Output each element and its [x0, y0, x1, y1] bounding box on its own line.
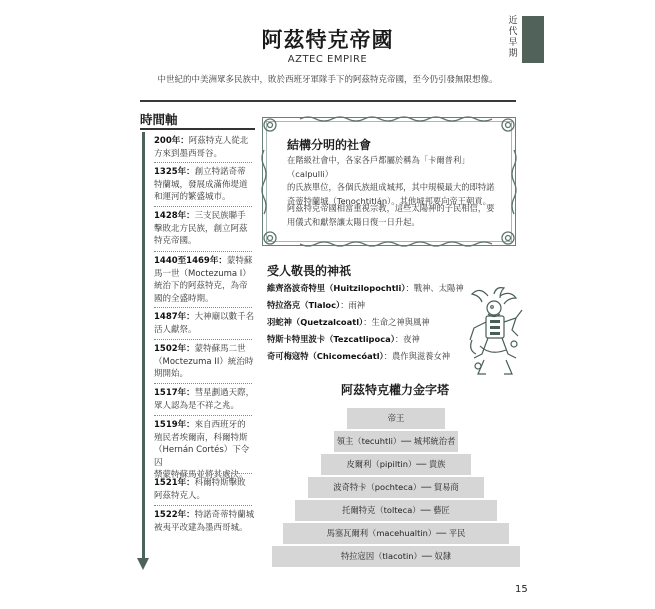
- event-text: 活人獻祭。: [154, 324, 197, 335]
- god-name: 特拉洛克（Tlaloc）: [267, 300, 341, 310]
- main-title: 阿茲特克帝國: [261, 28, 394, 52]
- event-text: 彗星劃過天際，: [194, 388, 255, 398]
- chapter-side-tab: [522, 16, 544, 63]
- event-year: 200年：: [154, 136, 189, 146]
- event-text: 擊敗北方民族，創立阿茲: [154, 223, 248, 234]
- god-name: 奇可梅寇特（Chicomecóatl）: [267, 351, 384, 361]
- timeline-event: [154, 343, 256, 381]
- pyramid-layer-merchants: 波奇特卡（pochteca）── 貿易商: [308, 477, 484, 498]
- side-char: 期: [508, 49, 518, 59]
- event-year: 1428年：: [154, 211, 195, 221]
- event-text: 馬一世（Moctezuma I）: [154, 268, 251, 279]
- top-divider: [140, 100, 516, 102]
- event-year: 1440至1469年：: [154, 256, 227, 266]
- society-line: 阿茲特克帝國相當重視宗教，這些太陽神的子民相信，要: [287, 203, 495, 213]
- event-text: 期開始。: [154, 369, 189, 379]
- event-text: 被夷平改建為墨西哥城。: [154, 522, 248, 533]
- pyramid-layer-nobles: 皮爾利（pipiltin）── 貴族: [321, 454, 471, 475]
- god-name: 維齊洛波奇特里（Huitzilopochtli）: [267, 283, 406, 293]
- event-text: 方來到墨西哥谷。: [154, 148, 223, 159]
- event-text: 大神廟以數千名: [194, 312, 255, 322]
- event-text: 阿茲特克人從北: [188, 136, 249, 146]
- event-year: 1522年：: [154, 510, 195, 520]
- event-text: 阿茲特克人。: [154, 490, 206, 501]
- timeline-separator: [154, 162, 252, 163]
- pyramid-layer-commoners: 馬塞瓦爾利（macehualtin）── 平民: [283, 523, 509, 544]
- pyramid-layer-artisans: 托爾特克（tolteca）── 藝匠: [295, 500, 497, 521]
- gods-title: 受人敬畏的神祇: [267, 264, 352, 278]
- timeline-event: [154, 477, 256, 502]
- timeline-separator: [154, 505, 252, 506]
- event-year: 1325年：: [154, 167, 195, 177]
- event-text: （Hernán Cortés）下令囚: [154, 445, 250, 468]
- god-item: [267, 299, 365, 311]
- society-line: 的氏族單位，各個氏族組成城邦，其中規模最大的即特諾: [287, 182, 495, 192]
- society-title: 結構分明的社會: [287, 138, 372, 152]
- god-item: [267, 350, 450, 362]
- god-desc: ：生命之神與風神: [363, 317, 430, 327]
- god-item: [267, 333, 420, 345]
- event-text: 殖民者埃爾南，科爾特斯: [154, 432, 248, 443]
- god-name: 羽蛇神（Quetzalcoatl）: [267, 317, 364, 327]
- event-text: 禁蒙特蘇馬並將其處決。: [154, 470, 248, 480]
- side-char: 代: [508, 27, 518, 37]
- pyramid-layer-slaves: 特拉寇因（tlacotin）── 奴隸: [272, 546, 520, 567]
- event-text: 蒙特蘇: [226, 256, 253, 266]
- event-text: （Moctezuma II）統治時: [154, 356, 254, 367]
- timeline-separator: [154, 383, 252, 384]
- pyramid-title: 阿茲特克權力金字塔: [340, 383, 449, 397]
- event-text: 科爾特斯擊敗: [194, 478, 246, 488]
- society-paragraph-2: [287, 202, 505, 229]
- event-text: 蒙特蘇馬二世: [194, 344, 246, 354]
- event-text: 統治下的阿茲特克，為帝: [154, 281, 248, 291]
- aztec-deity-illustration-icon: [466, 286, 526, 378]
- timeline-event: [154, 311, 256, 336]
- event-year: 1487年：: [154, 312, 195, 322]
- intro-text: 中世紀的中美洲眾多民族中，敗於西班牙軍隊手下的阿茲特克帝國，至今仍引發無限想像。: [157, 75, 498, 85]
- event-text: 特蘭城，發展成滿佈堤道: [154, 179, 248, 190]
- event-text: 特克帝國。: [154, 236, 197, 246]
- event-text: 特諾奇蒂特蘭城: [194, 510, 255, 520]
- society-line: 奇蒂特蘭城（Tenochtitlán）。其他城邦要向帝王朝貢。: [287, 195, 491, 206]
- timeline-event: [154, 509, 256, 534]
- timeline-event: [154, 166, 256, 204]
- pyramid-layer-lords: 領主（tecuhtli）── 城邦統治者: [334, 431, 458, 452]
- event-text: 國的全盛時期。: [154, 293, 214, 304]
- timeline-event: [154, 135, 256, 160]
- side-char: 近: [508, 16, 518, 26]
- timeline-separator: [154, 251, 252, 252]
- event-year: 1502年：: [154, 344, 195, 354]
- event-year: 1517年：: [154, 388, 195, 398]
- timeline-event: [154, 210, 256, 248]
- god-item: [267, 316, 430, 328]
- side-char: 早: [508, 38, 518, 48]
- subtitle: AZTEC EMPIRE: [287, 54, 368, 65]
- god-item: [267, 282, 464, 294]
- event-text: 來自西班牙的: [194, 420, 246, 430]
- god-desc: ：雨神: [340, 300, 366, 310]
- event-text: 三支民族聯手: [194, 211, 246, 221]
- timeline-title-rule: [140, 128, 255, 130]
- event-year: 1519年：: [154, 420, 195, 430]
- timeline-separator: [154, 473, 252, 474]
- timeline-line: [142, 132, 145, 560]
- timeline-title: 時間軸: [140, 112, 178, 127]
- page-number: 15: [515, 584, 528, 595]
- event-year: 1521年：: [154, 478, 195, 488]
- event-text: 創立特諾奇蒂: [194, 167, 246, 177]
- timeline-separator: [154, 415, 252, 416]
- timeline-separator: [154, 307, 252, 308]
- chapter-side-label: [506, 16, 520, 60]
- timeline-event: [154, 255, 256, 305]
- timeline-separator: [154, 339, 252, 340]
- society-paragraph-1: [287, 154, 505, 208]
- god-desc: ：戰神、太陽神: [405, 283, 464, 293]
- timeline-event: [154, 387, 256, 412]
- god-name: 特斯卡特里波卡（Tezcatlipoca）: [267, 334, 395, 344]
- society-line: 用儀式和獻祭讓太陽日復一日升起。: [287, 216, 420, 227]
- god-desc: ：夜神: [394, 334, 420, 344]
- god-desc: ：農作與滋養女神: [383, 351, 451, 361]
- timeline-separator: [154, 206, 252, 207]
- timeline-arrow-icon: [137, 558, 149, 570]
- pyramid-layer-emperor: 帝王: [347, 408, 445, 429]
- event-text: 眾人認為是不祥之兆。: [154, 400, 240, 411]
- event-text: 和運河的繁盛城市。: [154, 192, 231, 202]
- society-line: 在階級社會中，各家各戶都屬於稱為「卡爾普利」（calpulli）: [287, 155, 470, 179]
